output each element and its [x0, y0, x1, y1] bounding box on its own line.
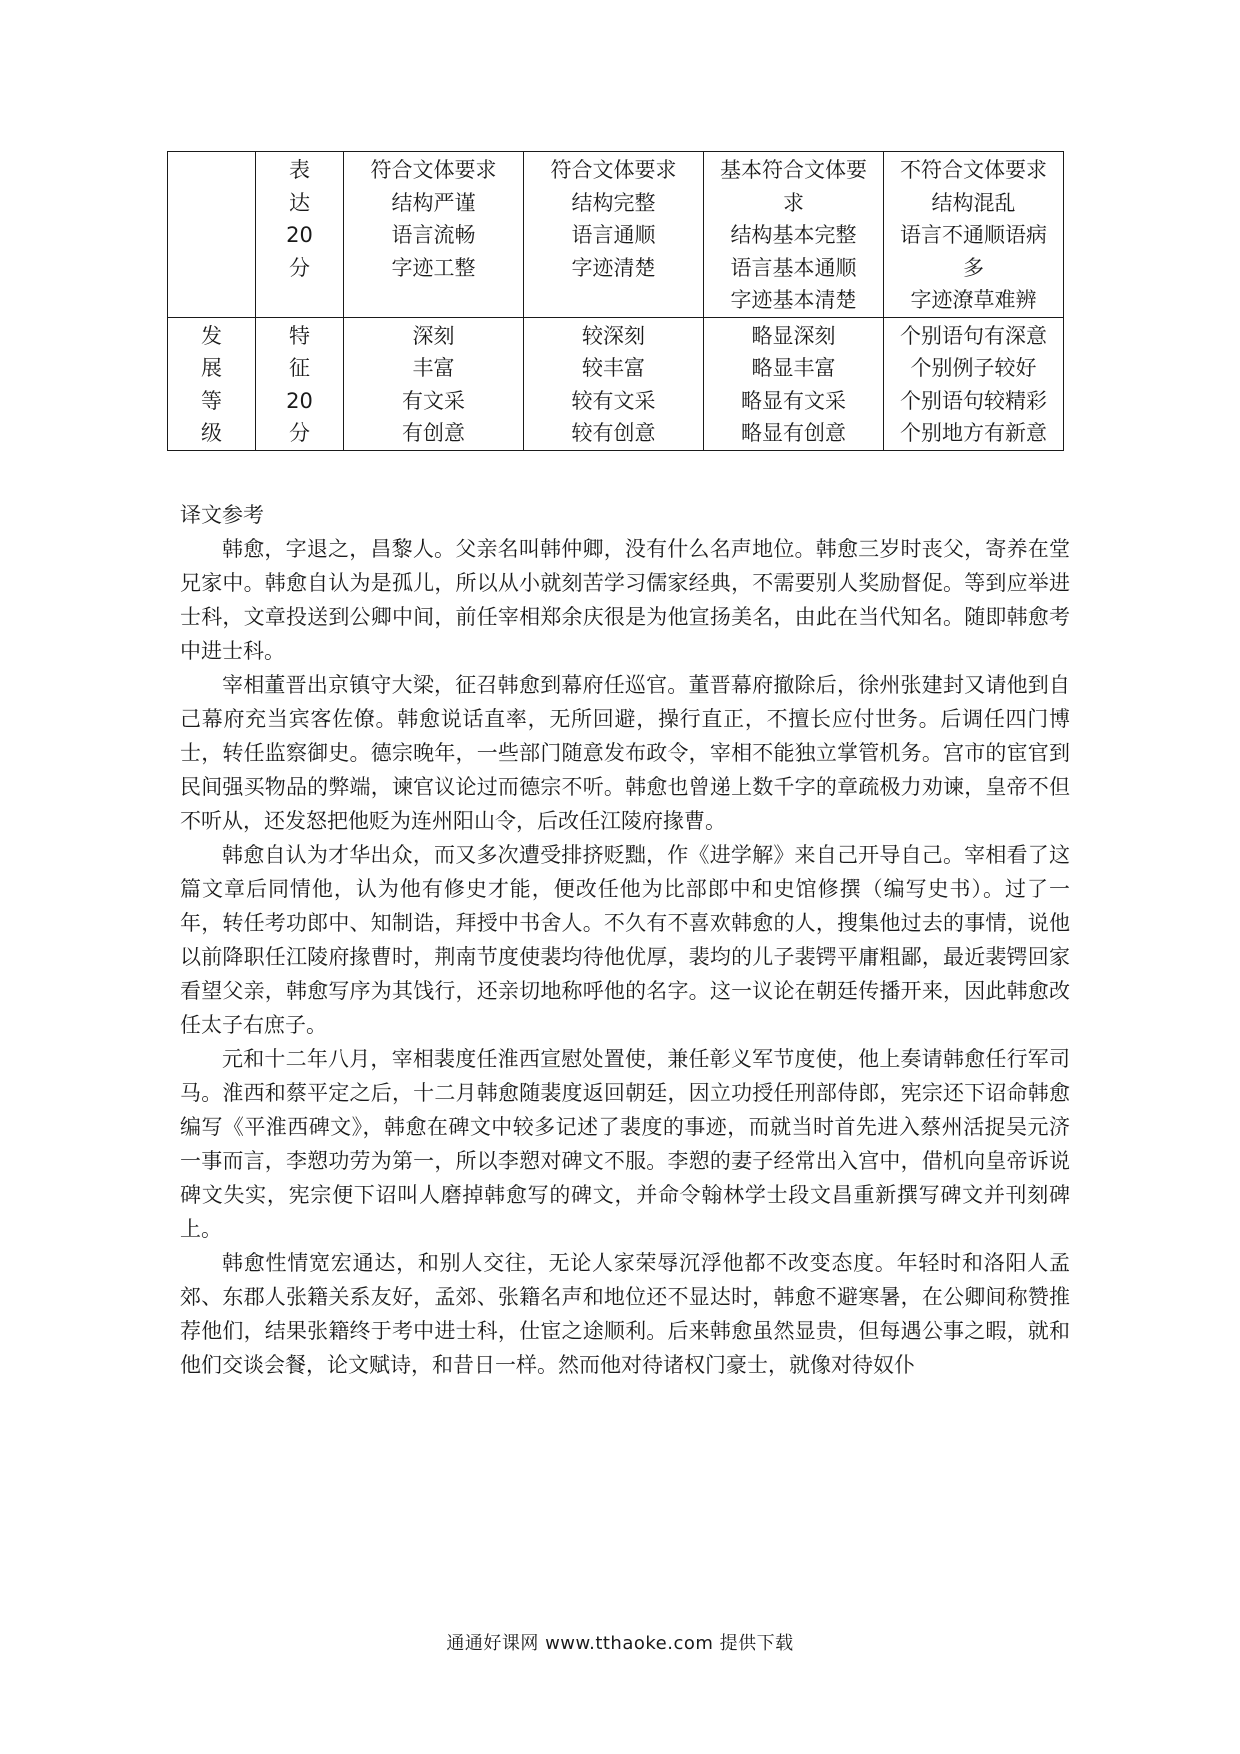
level-cell — [524, 152, 704, 318]
cell-line: 略显有文采 — [741, 388, 846, 413]
level-cell — [884, 152, 1064, 318]
translation-paragraph: 韩愈性情宽宏通达，和别人交往，无论人家荣辱沉浮他都不改变态度。年轻时和洛阳人孟郊、东郡人张籍关系友好，孟郊、张籍名声和地位还不显达时，韩愈不避寒暑，在公卿间称赞推荐他们，结果张籍终于考中进士科，仕宦之途顺利。后来韩愈虽然显贵，但每遇公事之暇，就和他们交谈会餐，论文赋诗，和昔日一样。然而他对待诸权门豪士，就像对待奴仆 — [180, 1251, 1070, 1377]
cell-line: 级 — [201, 421, 222, 445]
cell-line: 字迹工整 — [391, 255, 476, 280]
level-cell — [884, 317, 1064, 450]
grading-table-body — [168, 152, 1064, 451]
cell-line: 展 — [201, 356, 222, 380]
translation-heading: 译文参考 — [180, 503, 264, 527]
cell-line: 分 — [289, 421, 310, 445]
level-cell — [524, 317, 704, 450]
cell-line: 略显有创意 — [741, 421, 846, 445]
cell-line: 不符合文体要求 — [900, 158, 1047, 182]
cell-line: 个别语句较精彩 — [900, 388, 1047, 413]
cell-line: 基本符合文体要 — [720, 158, 867, 182]
translation-section — [180, 498, 1070, 1382]
translation-paragraph: 宰相董晋出京镇守大梁，征召韩愈到幕府任巡官。董晋幕府撤除后，徐州张建封又请他到自己幕府充当宾客佐僚。韩愈说话直率，无所回避，操行直正，不擅长应付世务。后调任四门博士，转任监察御史。德宗晚年，一些部门随意发布政令，宰相不能独立掌管机务。宫市的宦官到民间强买物品的弊端，谏官议论过而德宗不听。韩愈也曾递上数千字的章疏极力劝谏，皇帝不但不听从，还发怒把他贬为连州阳山令，后改任江陵府掾曹。 — [180, 673, 1070, 833]
cell-line: 结构基本完整 — [730, 223, 857, 247]
cell-line: 符合文体要求 — [370, 158, 497, 182]
cell-line: 结构完整 — [571, 190, 656, 215]
cell-line: 等 — [201, 388, 222, 413]
cell-line: 特 — [289, 323, 310, 348]
cell-line: 分 — [289, 255, 310, 280]
cell-line: 略显丰富 — [751, 356, 836, 380]
category-cell — [168, 152, 256, 318]
cell-line: 语言流畅 — [391, 223, 476, 247]
cell-line: 有创意 — [402, 421, 465, 445]
cell-line: 有文采 — [402, 388, 465, 413]
cell-line: 表 — [289, 158, 310, 182]
cell-line: 较有文采 — [571, 388, 656, 413]
cell-line: 多 — [963, 255, 984, 280]
cell-line: 20 — [286, 388, 313, 413]
grading-table — [167, 151, 1064, 451]
cell-line: 字迹基本清楚 — [730, 288, 857, 312]
table-row — [168, 317, 1064, 450]
cell-line: 求 — [783, 190, 804, 215]
criterion-cell — [256, 152, 344, 318]
cell-line: 略显深刻 — [751, 323, 836, 348]
cell-line: 个别语句有深意 — [900, 323, 1047, 348]
level-cell — [344, 152, 524, 318]
cell-line: 结构严谨 — [391, 190, 476, 215]
cell-line: 20 — [286, 223, 313, 247]
cell-line: 发 — [201, 323, 222, 348]
cell-line: 结构混乱 — [931, 190, 1016, 215]
cell-line: 字迹潦草难辨 — [910, 288, 1037, 312]
translation-paragraph: 元和十二年八月，宰相裴度任淮西宣慰处置使，兼任彰义军节度使，他上奏请韩愈任行军司马。淮西和蔡平定之后，十二月韩愈随裴度返回朝廷，因立功授任刑部侍郎，宪宗还下诏命韩愈编写《平淮西碑文》，韩愈在碑文中较多记述了裴度的事迹，而就当时首先进入蔡州活捉吴元济一事而言，李愬功劳为第一，所以李愬对碑文不服。李愬的妻子经常出入宫中，借机向皇帝诉说碑文失实，宪宗便下诏叫人磨掉韩愈写的碑文，并命令翰林学士段文昌重新撰写碑文并刊刻碑上。 — [180, 1047, 1070, 1241]
cell-line: 征 — [289, 356, 310, 380]
cell-line: 较丰富 — [582, 356, 645, 380]
cell-line: 深刻 — [412, 323, 455, 348]
translation-paragraph: 韩愈，字退之，昌黎人。父亲名叫韩仲卿，没有什么名声地位。韩愈三岁时丧父，寄养在堂兄家中。韩愈自认为是孤儿，所以从小就刻苦学习儒家经典，不需要别人奖励督促。等到应举进士科，文章投送到公卿中间，前任宰相郑余庆很是为他宣扬美名，由此在当代知名。随即韩愈考中进士科。 — [180, 537, 1070, 663]
translation-paragraph: 韩愈自认为才华出众，而又多次遭受排挤贬黜，作《进学解》来自己开导自己。宰相看了这篇文章后同情他，认为他有修史才能，便改任他为比部郎中和史馆修撰（编写史书）。过了一年，转任考功郎中、知制诰，拜授中书舍人。不久有不喜欢韩愈的人，搜集他过去的事情，说他以前降职任江陵府掾曹时，荆南节度使裴均待他优厚，裴均的儿子裴锷平庸粗鄙，最近裴锷回家看望父亲，韩愈写序为其饯行，还亲切地称呼他的名字。这一议论在朝廷传播开来，因此韩愈改任太子右庶子。 — [180, 843, 1070, 1037]
cell-line: 达 — [289, 190, 310, 215]
level-cell — [704, 152, 884, 318]
page-footer: 通通好课网 www.tthaoke.com 提供下载 — [446, 1633, 794, 1654]
table-row — [168, 152, 1064, 318]
category-cell — [168, 317, 256, 450]
cell-line: 语言通顺 — [571, 223, 656, 247]
criterion-cell — [256, 317, 344, 450]
cell-line: 丰富 — [412, 356, 455, 380]
cell-line: 个别地方有新意 — [900, 421, 1047, 445]
cell-line: 较有创意 — [571, 421, 656, 445]
level-cell — [344, 317, 524, 450]
cell-line: 字迹清楚 — [571, 255, 656, 280]
cell-line: 语言不通顺语病 — [900, 223, 1047, 247]
cell-line: 语言基本通顺 — [730, 255, 857, 280]
cell-line: 个别例子较好 — [910, 356, 1037, 380]
cell-line: 较深刻 — [582, 323, 645, 348]
cell-line: 符合文体要求 — [550, 158, 677, 182]
level-cell — [704, 317, 884, 450]
